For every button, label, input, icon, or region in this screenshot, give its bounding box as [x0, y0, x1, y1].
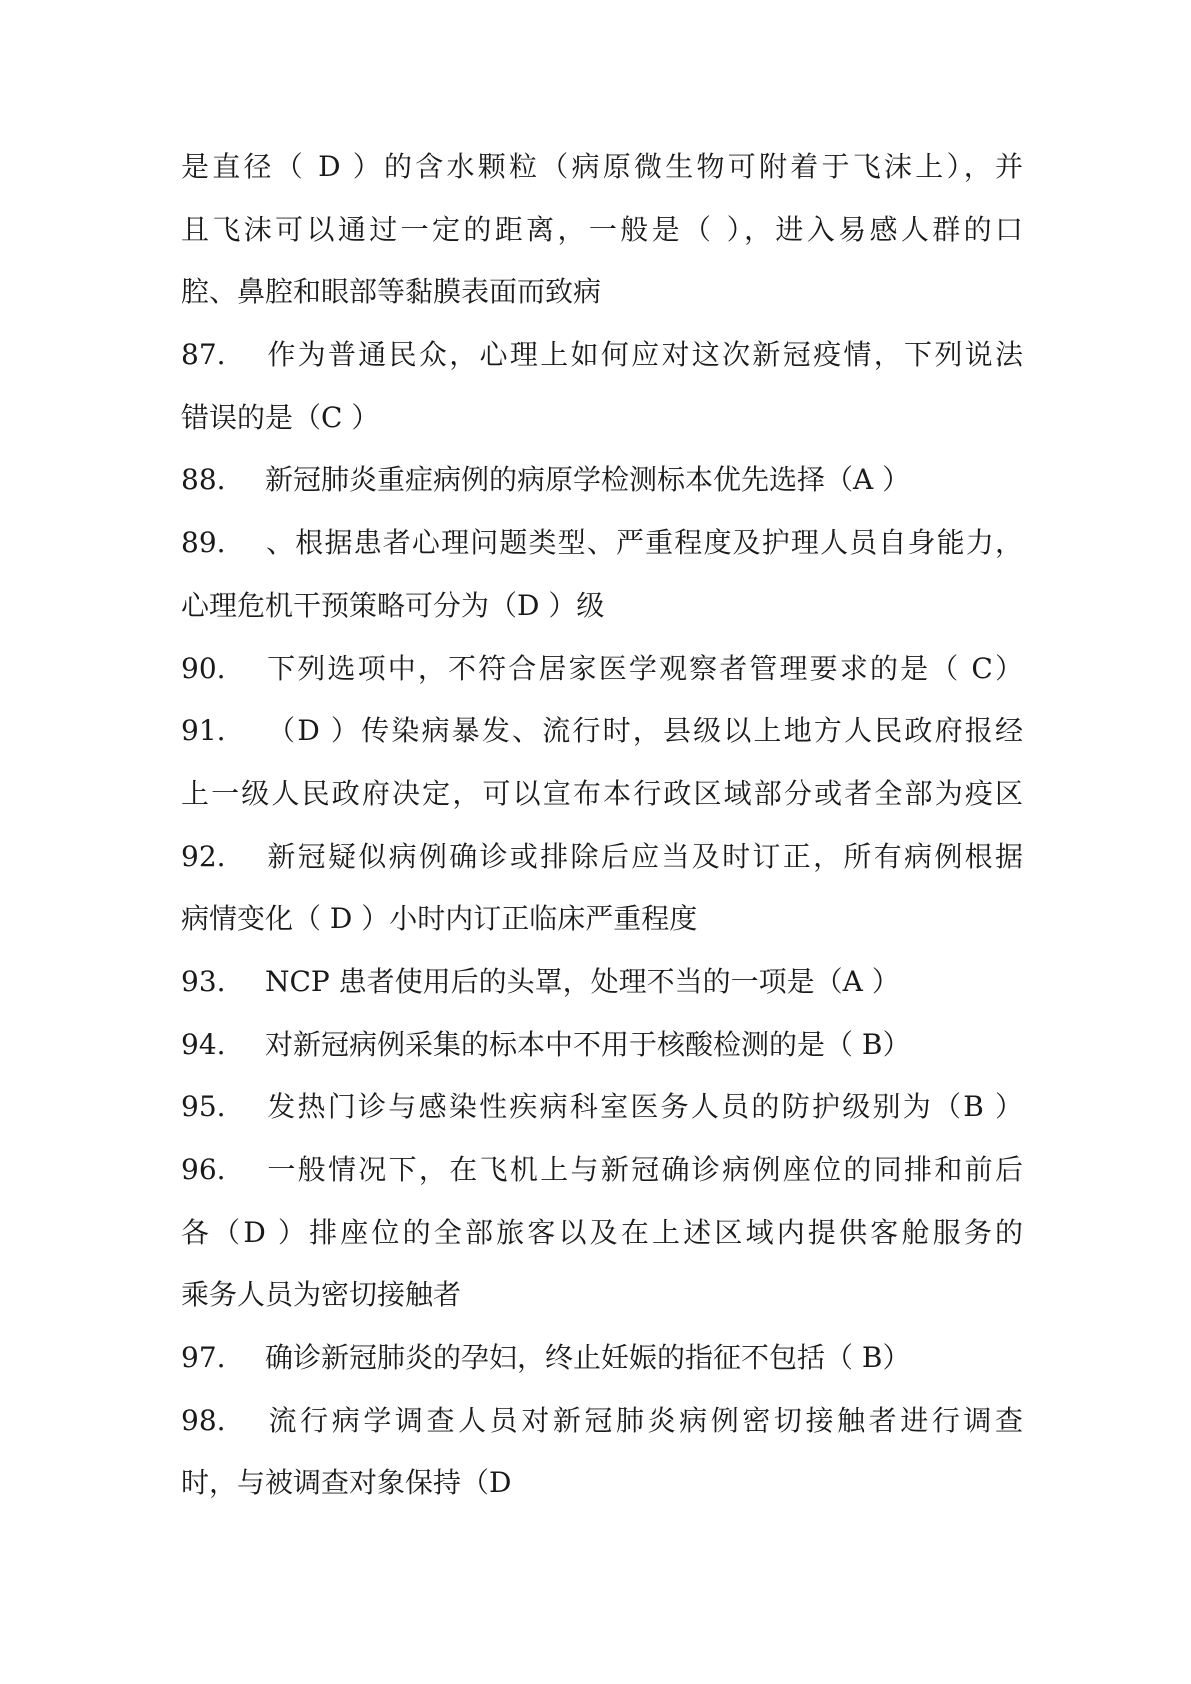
question-number: 88.: [181, 463, 226, 497]
line-text: 对新冠病例采集的标本中不用于核酸检测的是（ B）: [265, 1027, 911, 1061]
line-text: 腔、鼻腔和眼部等黏膜表面而致病: [181, 275, 602, 309]
line-text: 错误的是（C ）: [181, 400, 380, 434]
question-number: 95.: [181, 1090, 226, 1124]
line-text: 下列选项中，不符合居家医学观察者管理要求的是（ C）: [265, 651, 1023, 685]
question-line: [181, 1139, 1023, 1202]
question-line: [181, 449, 1023, 512]
line-text: 乘务人员为密切接触者: [181, 1278, 462, 1312]
question-number: 97.: [181, 1341, 226, 1375]
line-text: 作为普通民众，心理上如何应对这次新冠疫情，下列说法: [265, 338, 1023, 372]
question-line: [181, 1390, 1023, 1453]
question-line: [181, 638, 1023, 701]
continuation-line: [181, 888, 1023, 951]
continuation-line: [181, 1202, 1023, 1265]
line-text: 确诊新冠肺炎的孕妇，终止妊娠的指征不包括（ B）: [265, 1341, 911, 1375]
question-line: [181, 700, 1023, 763]
line-text: 且飞沫可以通过一定的距离，一般是（ ），进入易感人群的口: [181, 212, 1023, 246]
question-number: 94.: [181, 1027, 226, 1061]
question-number: 91.: [181, 714, 226, 748]
question-line: [181, 826, 1023, 889]
question-number: 98.: [181, 1403, 226, 1437]
line-text: 心理危机干预策略可分为（D ）级: [181, 588, 605, 622]
line-text: 病情变化（ D ）小时内订正临床严重程度: [181, 902, 698, 936]
continuation-line: [181, 261, 1023, 324]
continuation-line: [181, 199, 1023, 262]
continuation-line: [181, 1452, 1023, 1515]
document-body: [181, 136, 1023, 1515]
line-text: 一般情况下，在飞机上与新冠确诊病例座位的同排和前后: [265, 1153, 1023, 1186]
question-line: [181, 951, 1023, 1014]
line-text: NCP 患者使用后的头罩，处理不当的一项是（A ）: [265, 964, 900, 998]
continuation-line: [181, 575, 1023, 638]
line-text: 发热门诊与感染性疾病科室医务人员的防护级别为（B ）: [265, 1090, 1023, 1124]
continuation-line: [181, 136, 1023, 199]
question-number: 87.: [181, 338, 226, 372]
question-line: [181, 1327, 1023, 1390]
continuation-line: [181, 387, 1023, 450]
question-line: [181, 1076, 1023, 1139]
line-text: 各（D ）排座位的全部旅客以及在上述区域内提供客舱服务的: [181, 1215, 1023, 1249]
line-text: 流行病学调查人员对新冠肺炎病例密切接触者进行调查: [265, 1403, 1023, 1437]
question-line: [181, 1014, 1023, 1077]
continuation-line: [181, 1264, 1023, 1327]
line-text: 上一级人民政府决定，可以宣布本行政区域部分或者全部为疫区: [181, 776, 1023, 810]
line-text: 新冠肺炎重症病例的病原学检测标本优先选择（A ）: [265, 463, 911, 497]
question-number: 89.: [181, 526, 226, 560]
line-text: 时，与被调查对象保持（D: [181, 1466, 512, 1500]
line-text: （D ）传染病暴发、流行时，县级以上地方人民政府报经: [265, 714, 1023, 748]
line-text: 是直径（ D ）的含水颗粒（病原微生物可附着于飞沫上），并: [181, 150, 1023, 183]
question-number: 93.: [181, 964, 226, 998]
continuation-line: [181, 763, 1023, 826]
question-number: 92.: [181, 839, 226, 873]
question-number: 90.: [181, 651, 226, 685]
question-line: [181, 512, 1023, 575]
line-text: 、根据患者心理问题类型、严重程度及护理人员自身能力，: [265, 526, 1023, 560]
question-number: 96.: [181, 1153, 226, 1186]
line-text: 新冠疑似病例确诊或排除后应当及时订正，所有病例根据: [265, 839, 1023, 873]
question-line: [181, 324, 1023, 387]
